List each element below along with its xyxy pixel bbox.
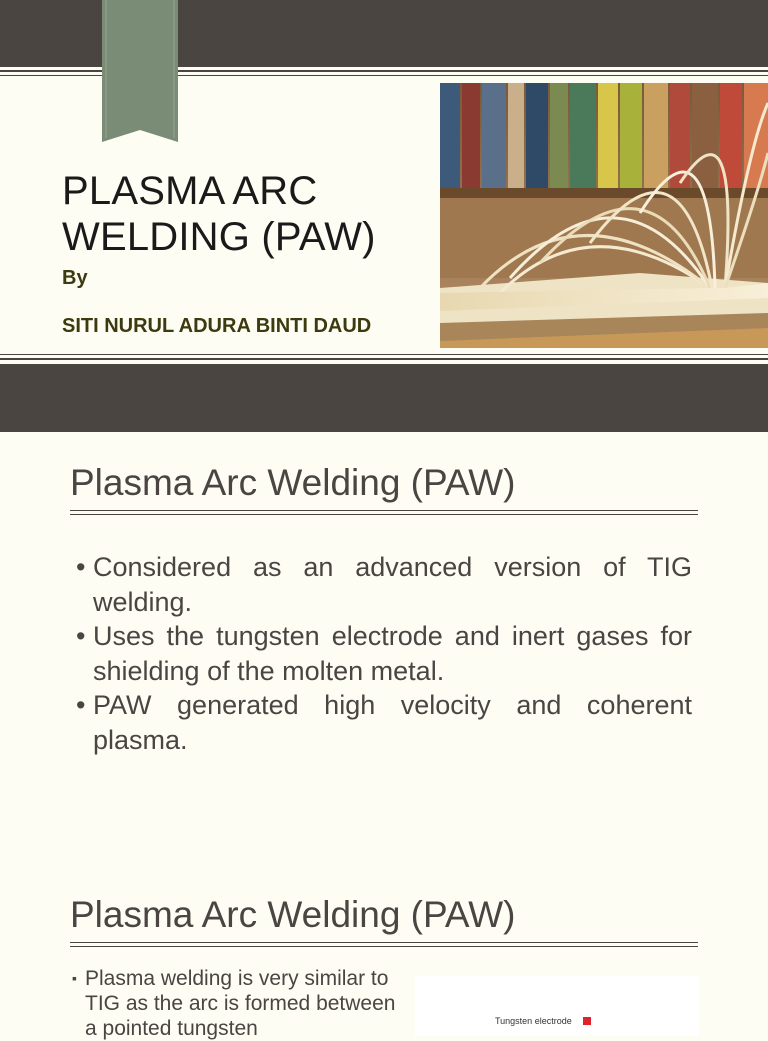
bookmark-ribbon bbox=[102, 0, 178, 142]
content-slide-2 bbox=[0, 864, 768, 1040]
figure-label: Tungsten electrode bbox=[495, 1016, 572, 1026]
bottom-divider bbox=[0, 358, 768, 360]
bottom-bar bbox=[0, 364, 768, 432]
heading-rule bbox=[70, 510, 698, 511]
diagram-figure bbox=[415, 976, 699, 1036]
bullet-item: • PAW generated high velocity and coherent plasma. bbox=[76, 688, 692, 757]
bottom-divider-thin bbox=[0, 354, 768, 355]
bullet-list bbox=[76, 550, 692, 757]
bullet-item: • Uses the tungsten electrode and inert gases for shielding of the molten metal. bbox=[76, 619, 692, 688]
author-name: SITI NURUL ADURA BINTI DAUD bbox=[62, 315, 372, 337]
figure-marker bbox=[583, 1017, 591, 1025]
bullet-item: • Considered as an advanced version of TIG welding. bbox=[76, 550, 692, 619]
heading-rule-secondary bbox=[70, 946, 698, 947]
slide-heading: Plasma Arc Welding (PAW) bbox=[70, 894, 516, 935]
title-line-2: WELDING (PAW) bbox=[62, 215, 376, 259]
heading-rule-secondary bbox=[70, 514, 698, 515]
heading-rule bbox=[70, 942, 698, 943]
slide-heading: Plasma Arc Welding (PAW) bbox=[70, 462, 516, 503]
slide-title bbox=[62, 168, 376, 260]
by-label: By bbox=[62, 267, 88, 289]
open-book-photo bbox=[440, 83, 768, 348]
title-slide bbox=[0, 0, 768, 432]
content-slide-1 bbox=[0, 432, 768, 864]
title-line-1: PLASMA ARC bbox=[62, 169, 318, 213]
bullet-item: ▪ Plasma welding is very similar to TIG as the arc is formed between a pointed tungsten bbox=[72, 966, 410, 1041]
